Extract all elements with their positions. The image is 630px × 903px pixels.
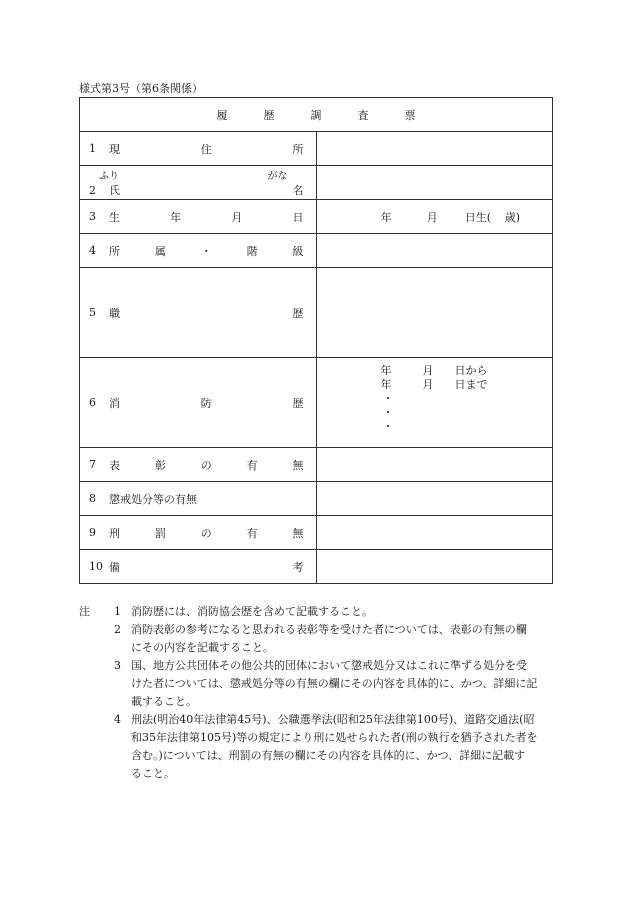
fire-service-template: 年 月 日から 年 月 日まで ・ ・ ・ — [380, 364, 488, 433]
label-address: 1 現 住 所 — [80, 132, 317, 166]
label-criminal: 9 刑 罰 の 有 無 — [80, 516, 317, 550]
label-disciplinary: 8 懲戒処分等の有無 — [80, 482, 317, 516]
form-title: 履 歴 調 査 票 — [80, 98, 553, 132]
personal-history-form — [79, 97, 553, 584]
row-name — [80, 166, 553, 200]
title-row — [80, 98, 553, 132]
birthdate-template: 年 月 日生( 歳) — [380, 210, 520, 224]
commendation-field[interactable] — [316, 448, 553, 482]
row-affiliation — [80, 234, 553, 268]
row-career — [80, 268, 553, 358]
label-fire-service: 6 消 防 歴 — [80, 358, 317, 448]
label-name: ふり がな 2 氏 名 — [80, 166, 317, 200]
career-field[interactable] — [316, 268, 553, 358]
label-birthdate: 3 生 年 月 日 — [80, 200, 317, 234]
label-commendation: 7 表 彰 の 有 無 — [80, 448, 317, 482]
row-remarks — [80, 550, 553, 584]
note-item: 2 消防表彰の参考になると思われる表彰等を受けた者については、表彰の有無の欄 にその内容を記載すること。 — [114, 623, 527, 654]
note-item: 注 1 消防歴には、消防協会歴を含めて記載すること。 — [79, 605, 373, 618]
fire-service-field[interactable] — [316, 358, 553, 448]
note-item: 4 刑法(明治40年法律第45号)、公職選挙法(昭和25年法律第100号)、道路交通法(昭 和35年法律第105号)等の規定により刑に処せられた者(刑の執行を猶予された者を 含む。)については、刑罰の有無の欄にその内容を具体的に、かつ、詳細に記載す ること。 — [114, 713, 538, 780]
label-remarks: 10 備 考 — [80, 550, 317, 584]
address-field[interactable] — [316, 132, 553, 166]
row-address — [80, 132, 553, 166]
affiliation-field[interactable] — [316, 234, 553, 268]
label-career: 5 職 歴 — [80, 268, 317, 358]
row-disciplinary — [80, 482, 553, 516]
row-commendation — [80, 448, 553, 482]
label-affiliation: 4 所 属 ・ 階 級 — [80, 234, 317, 268]
remarks-field[interactable] — [316, 550, 553, 584]
disciplinary-field[interactable] — [316, 482, 553, 516]
name-field[interactable] — [316, 166, 553, 200]
note-item: 3 国、地方公共団体その他公共的団体において懲戒処分又はこれに準ずる処分を受 けた者については、懲戒処分等の有無の欄にその内容を具体的に、かつ、詳細に記 載すること。 — [114, 659, 538, 708]
notes-section — [79, 603, 553, 783]
birthdate-field[interactable] — [316, 200, 553, 234]
form-number-label: 様式第3号（第6条関係） — [79, 82, 203, 95]
row-fire-service — [80, 358, 553, 448]
criminal-field[interactable] — [316, 516, 553, 550]
row-birthdate — [80, 200, 553, 234]
row-criminal — [80, 516, 553, 550]
